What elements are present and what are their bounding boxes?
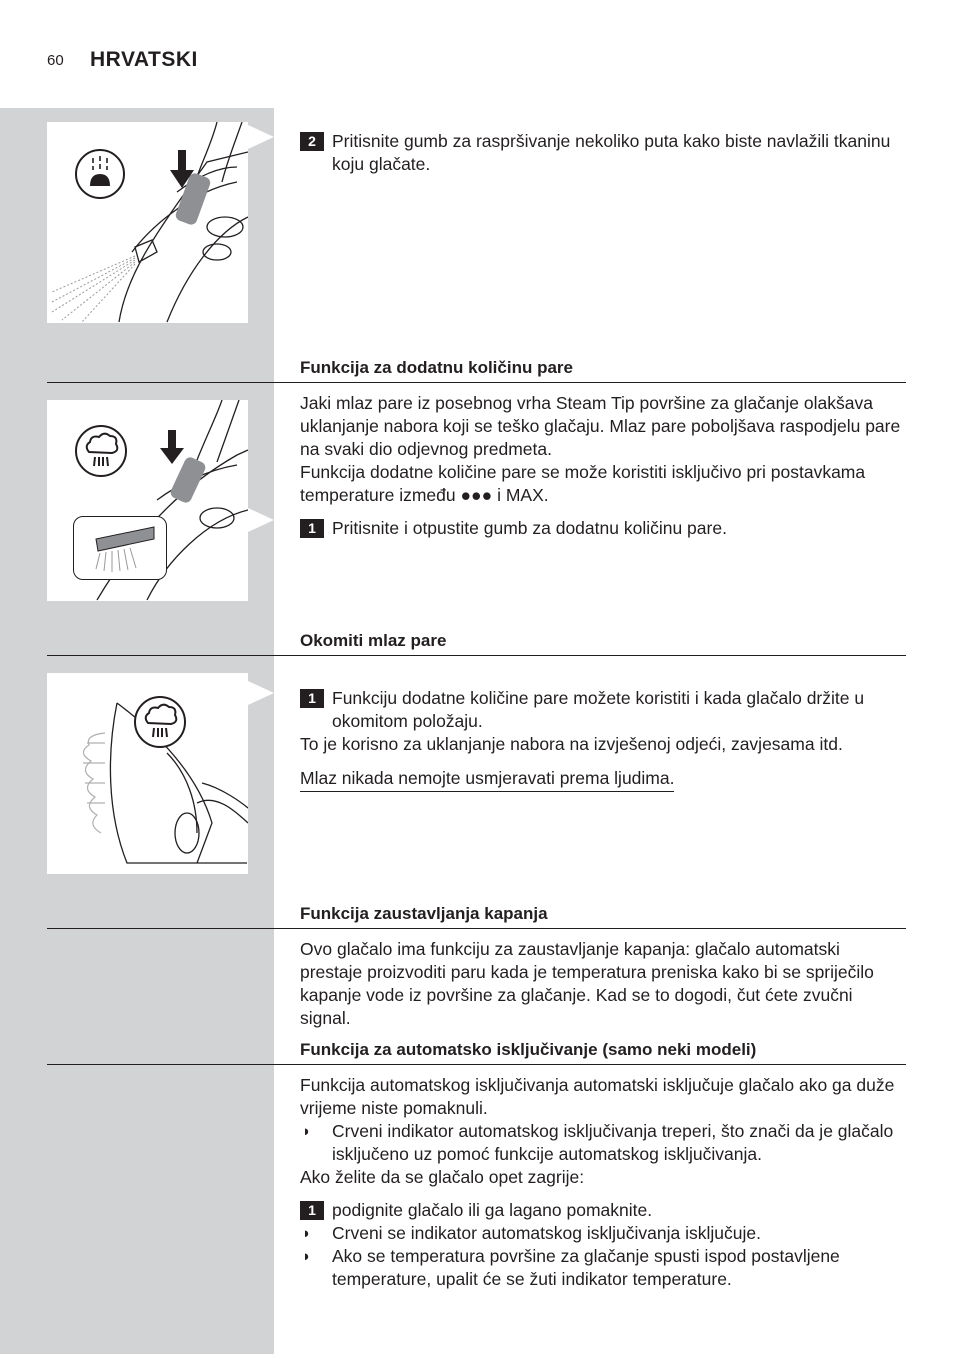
drip-stop-description [300, 938, 906, 1030]
figure-pointer [248, 125, 274, 149]
step-text: podignite glačalo ili ga lagano pomaknite. [332, 1200, 653, 1220]
steam-shot-step [300, 517, 906, 540]
step-number: 1 [300, 519, 324, 538]
step-text: Pritisnite gumb za raspršivanje nekoliko puta kako biste navlažili tkaninu koju glačate. [332, 131, 891, 174]
vertical-steam-description [300, 733, 906, 756]
auto-off-bullet [300, 1120, 906, 1166]
bullet-text: Crveni indikator automatskog isključivanja treperi, što znači da je glačalo isključeno uz pomoć funkcije automatskog isključivanja. [332, 1121, 894, 1164]
section-heading-vertical-steam: Okomiti mlaz pare [300, 631, 447, 650]
figure-pointer [248, 508, 274, 532]
spray-step [300, 130, 906, 176]
section-heading-drip-stop: Funkcija zaustavljanja kapanja [300, 904, 548, 923]
page-number: 60 [47, 52, 64, 69]
steam-tip-detail-inset [73, 516, 167, 580]
steam-shot-icon [74, 424, 128, 478]
bullet-triangle-icon: ◗ [302, 1225, 312, 1242]
step-text: Pritisnite i otpustite gumb za dodatnu količinu pare. [332, 518, 727, 538]
bullet-text: Crveni se indikator automatskog isključivanja isključuje. [332, 1223, 761, 1243]
auto-off-bullet [300, 1222, 906, 1245]
bullet-text: Ako se temperatura površine za glačanje spusti ispod postavljene temperature, upalit će se žuti indikator temperature. [332, 1246, 840, 1289]
auto-off-bullet [300, 1245, 906, 1291]
step-text: Funkciju dodatne količine pare možete koristiti i kada glačalo držite u okomitom položaju. [332, 688, 865, 731]
section-rule [47, 1064, 906, 1065]
paragraph: To je korisno za uklanjanje nabora na izvješenoj odjeći, zavjesama itd. [300, 734, 843, 754]
auto-off-reheat-intro [300, 1166, 906, 1189]
paragraph: Ako želite da se glačalo opet zagrije: [300, 1167, 585, 1187]
step-number: 1 [300, 1201, 324, 1220]
figure-pointer [248, 681, 274, 705]
section-heading-steam-shot: Funkcija za dodatnu količinu pare [300, 358, 573, 377]
page-language-title: HRVATSKI [90, 48, 198, 71]
steam-shot-description [300, 392, 906, 507]
paragraph: Ovo glačalo ima funkciju za zaustavljanje kapanja: glačalo automatski prestaje proizvoditi paru kada je temperatura preniska kako bi se spriječilo kapanje vode iz površine za glačanje. Kad se to dogodi, čut ćete zvučni signal. [300, 939, 874, 1028]
step-number: 2 [300, 132, 324, 151]
spray-icon [74, 148, 126, 200]
paragraph: Jaki mlaz pare iz posebnog vrha Steam Tip površine za glačanje olakšava uklanjanje nabora koji se teško glačaju. Mlaz pare poboljšava raspodjelu pare na svaki dio odjevnog predmeta. [300, 393, 901, 459]
section-rule [47, 655, 906, 656]
bullet-triangle-icon: ◗ [302, 1248, 312, 1265]
section-rule [47, 928, 906, 929]
auto-off-description [300, 1074, 906, 1120]
section-rule [47, 382, 906, 383]
paragraph: Funkcija dodatne količine pare se može koristiti isključivo pri postavkama temperature između ●●● i MAX. [300, 462, 866, 505]
vertical-steam-step [300, 687, 906, 733]
bullet-triangle-icon: ◗ [302, 1123, 312, 1140]
vertical-steam-icon [133, 695, 187, 749]
section-heading-auto-off: Funkcija za automatsko isključivanje (samo neki modeli) [300, 1040, 757, 1059]
paragraph: Funkcija automatskog isključivanja automatski isključuje glačalo ako ga duže vrijeme niste pomaknuli. [300, 1075, 895, 1118]
vertical-steam-warning: Mlaz nikada nemojte usmjeravati prema ljudima. [300, 767, 674, 792]
auto-off-step [300, 1199, 906, 1222]
step-number: 1 [300, 689, 324, 708]
